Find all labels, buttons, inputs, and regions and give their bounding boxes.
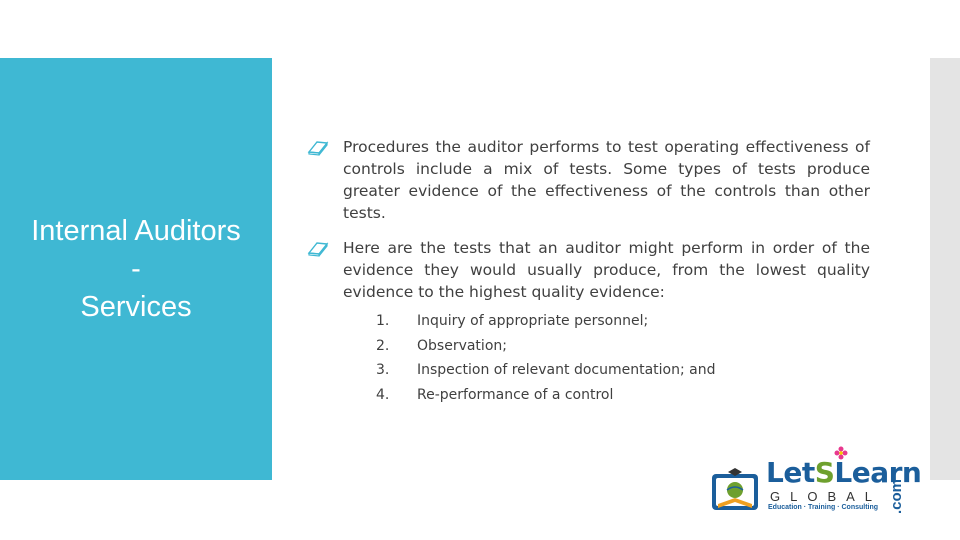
- logo-com-text: .com: [888, 478, 905, 514]
- book-bullet-icon: [305, 138, 331, 156]
- bullet-text-1: Procedures the auditor performs to test operating effectiveness of controls include a mix of tests. Some types of tests produce greater evidence of the effectiveness of the controls than other tests.: [343, 138, 870, 222]
- logo-tagline: Education · Training · Consulting: [768, 504, 879, 511]
- title-line-2: -: [131, 253, 141, 285]
- logo-global: GLOBAL: [770, 489, 883, 504]
- list-number: 1.: [376, 313, 390, 329]
- list-item: [376, 309, 870, 334]
- logo-com: [886, 468, 906, 516]
- list-text: Observation;: [417, 337, 507, 354]
- title-line-3: Services: [80, 291, 192, 323]
- list-item: [376, 358, 870, 383]
- list-number: 3.: [376, 362, 390, 378]
- list-item: [376, 334, 870, 359]
- slide-content: [305, 136, 870, 407]
- book-bullet-icon: [305, 239, 331, 257]
- logo-lets: Let: [766, 456, 815, 489]
- list-item: [376, 383, 870, 408]
- title-line-1: Internal Auditors: [31, 215, 241, 247]
- letslearn-logo: [708, 446, 922, 518]
- slide-title: [31, 212, 241, 326]
- bullet-item: [305, 136, 870, 224]
- numbered-list: [376, 309, 870, 407]
- scrollbar[interactable]: [930, 58, 960, 480]
- list-number: 4.: [376, 386, 390, 403]
- list-number: 2.: [376, 337, 390, 354]
- list-text: Inspection of relevant documentation; and: [417, 362, 716, 378]
- logo-learn: Learn: [834, 456, 922, 489]
- title-panel: [0, 58, 272, 480]
- bullet-item: [305, 237, 870, 407]
- logo-s: S: [814, 456, 835, 489]
- list-text: Re-performance of a control: [417, 386, 614, 403]
- bullet-text-2: Here are the tests that an auditor might perform in order of the evidence they would usually produce, from the lowest quality evidence to the highest quality evidence:: [343, 239, 870, 301]
- books-globe-icon: [708, 464, 764, 514]
- list-text: Inquiry of appropriate personnel;: [417, 313, 649, 329]
